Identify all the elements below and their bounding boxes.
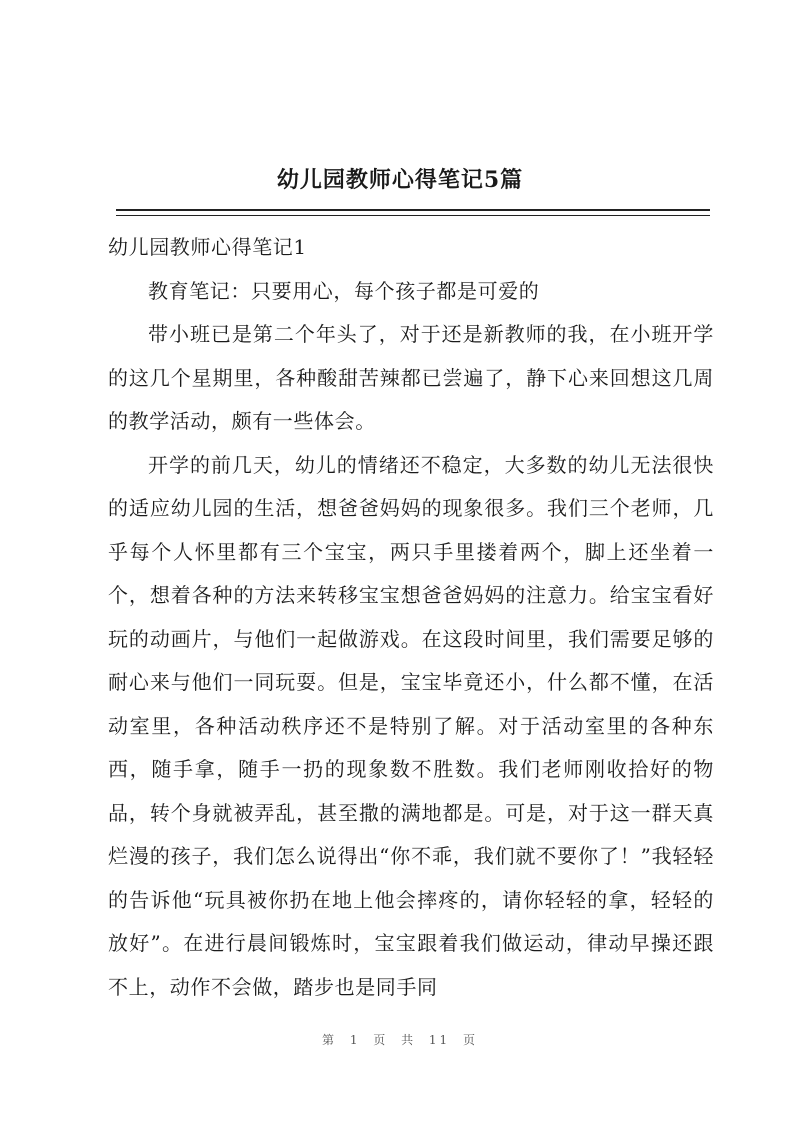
document-body [108, 226, 714, 1009]
paragraph: 教育笔记：只要用心，每个孩子都是可爱的 [148, 278, 540, 303]
paragraph: 带小班已是第二个年头了，对于还是新教师的我，在小班开学的这几个星期里，各种酸甜苦辣都已尝遍了，静下心来回想这几周的教学活动，颇有一些体会。 [108, 322, 714, 433]
document-title: 幼儿园教师心得笔记5篇 [276, 167, 524, 193]
page-number-footer: 第 1 页 共 11 页 [322, 1033, 478, 1047]
paragraph: 开学的前几天，幼儿的情绪还不稳定，大多数的幼儿无法很快的适应幼儿园的生活，想爸爸妈妈的现象很多。我们三个老师，几乎每个人怀里都有三个宝宝，两只手里搂着两个，脚上还坐着一个，想着各种的方法来转移宝宝想爸爸妈妈的注意力。给宝宝看好玩的动画片，与他们一起做游戏。在这段时间里，我们需要足够的耐心来与他们一同玩耍。但是，宝宝毕竟还小，什么都不懂，在活动室里，各种活动秩序还不是特别了解。对于活动室里的各种东西，随手拿，随手一扔的现象数不胜数。我们老师刚收拾好的物品，转个身就被弄乱，甚至撒的满地都是。可是，对于这一群天真烂漫的孩子，我们怎么说得出“你不乖，我们就不要你了！”我轻轻的告诉他“玩具被你扔在地上他会摔疼的，请你轻轻的拿，轻轻的放好”。在进行晨间锻炼时，宝宝跟着我们做运动，律动早操还跟不上，动作不会做，踏步也是同手同 [108, 452, 714, 999]
title-divider-thick [116, 209, 710, 211]
section-heading: 幼儿园教师心得笔记1 [108, 235, 307, 259]
title-divider-thin [116, 215, 710, 216]
